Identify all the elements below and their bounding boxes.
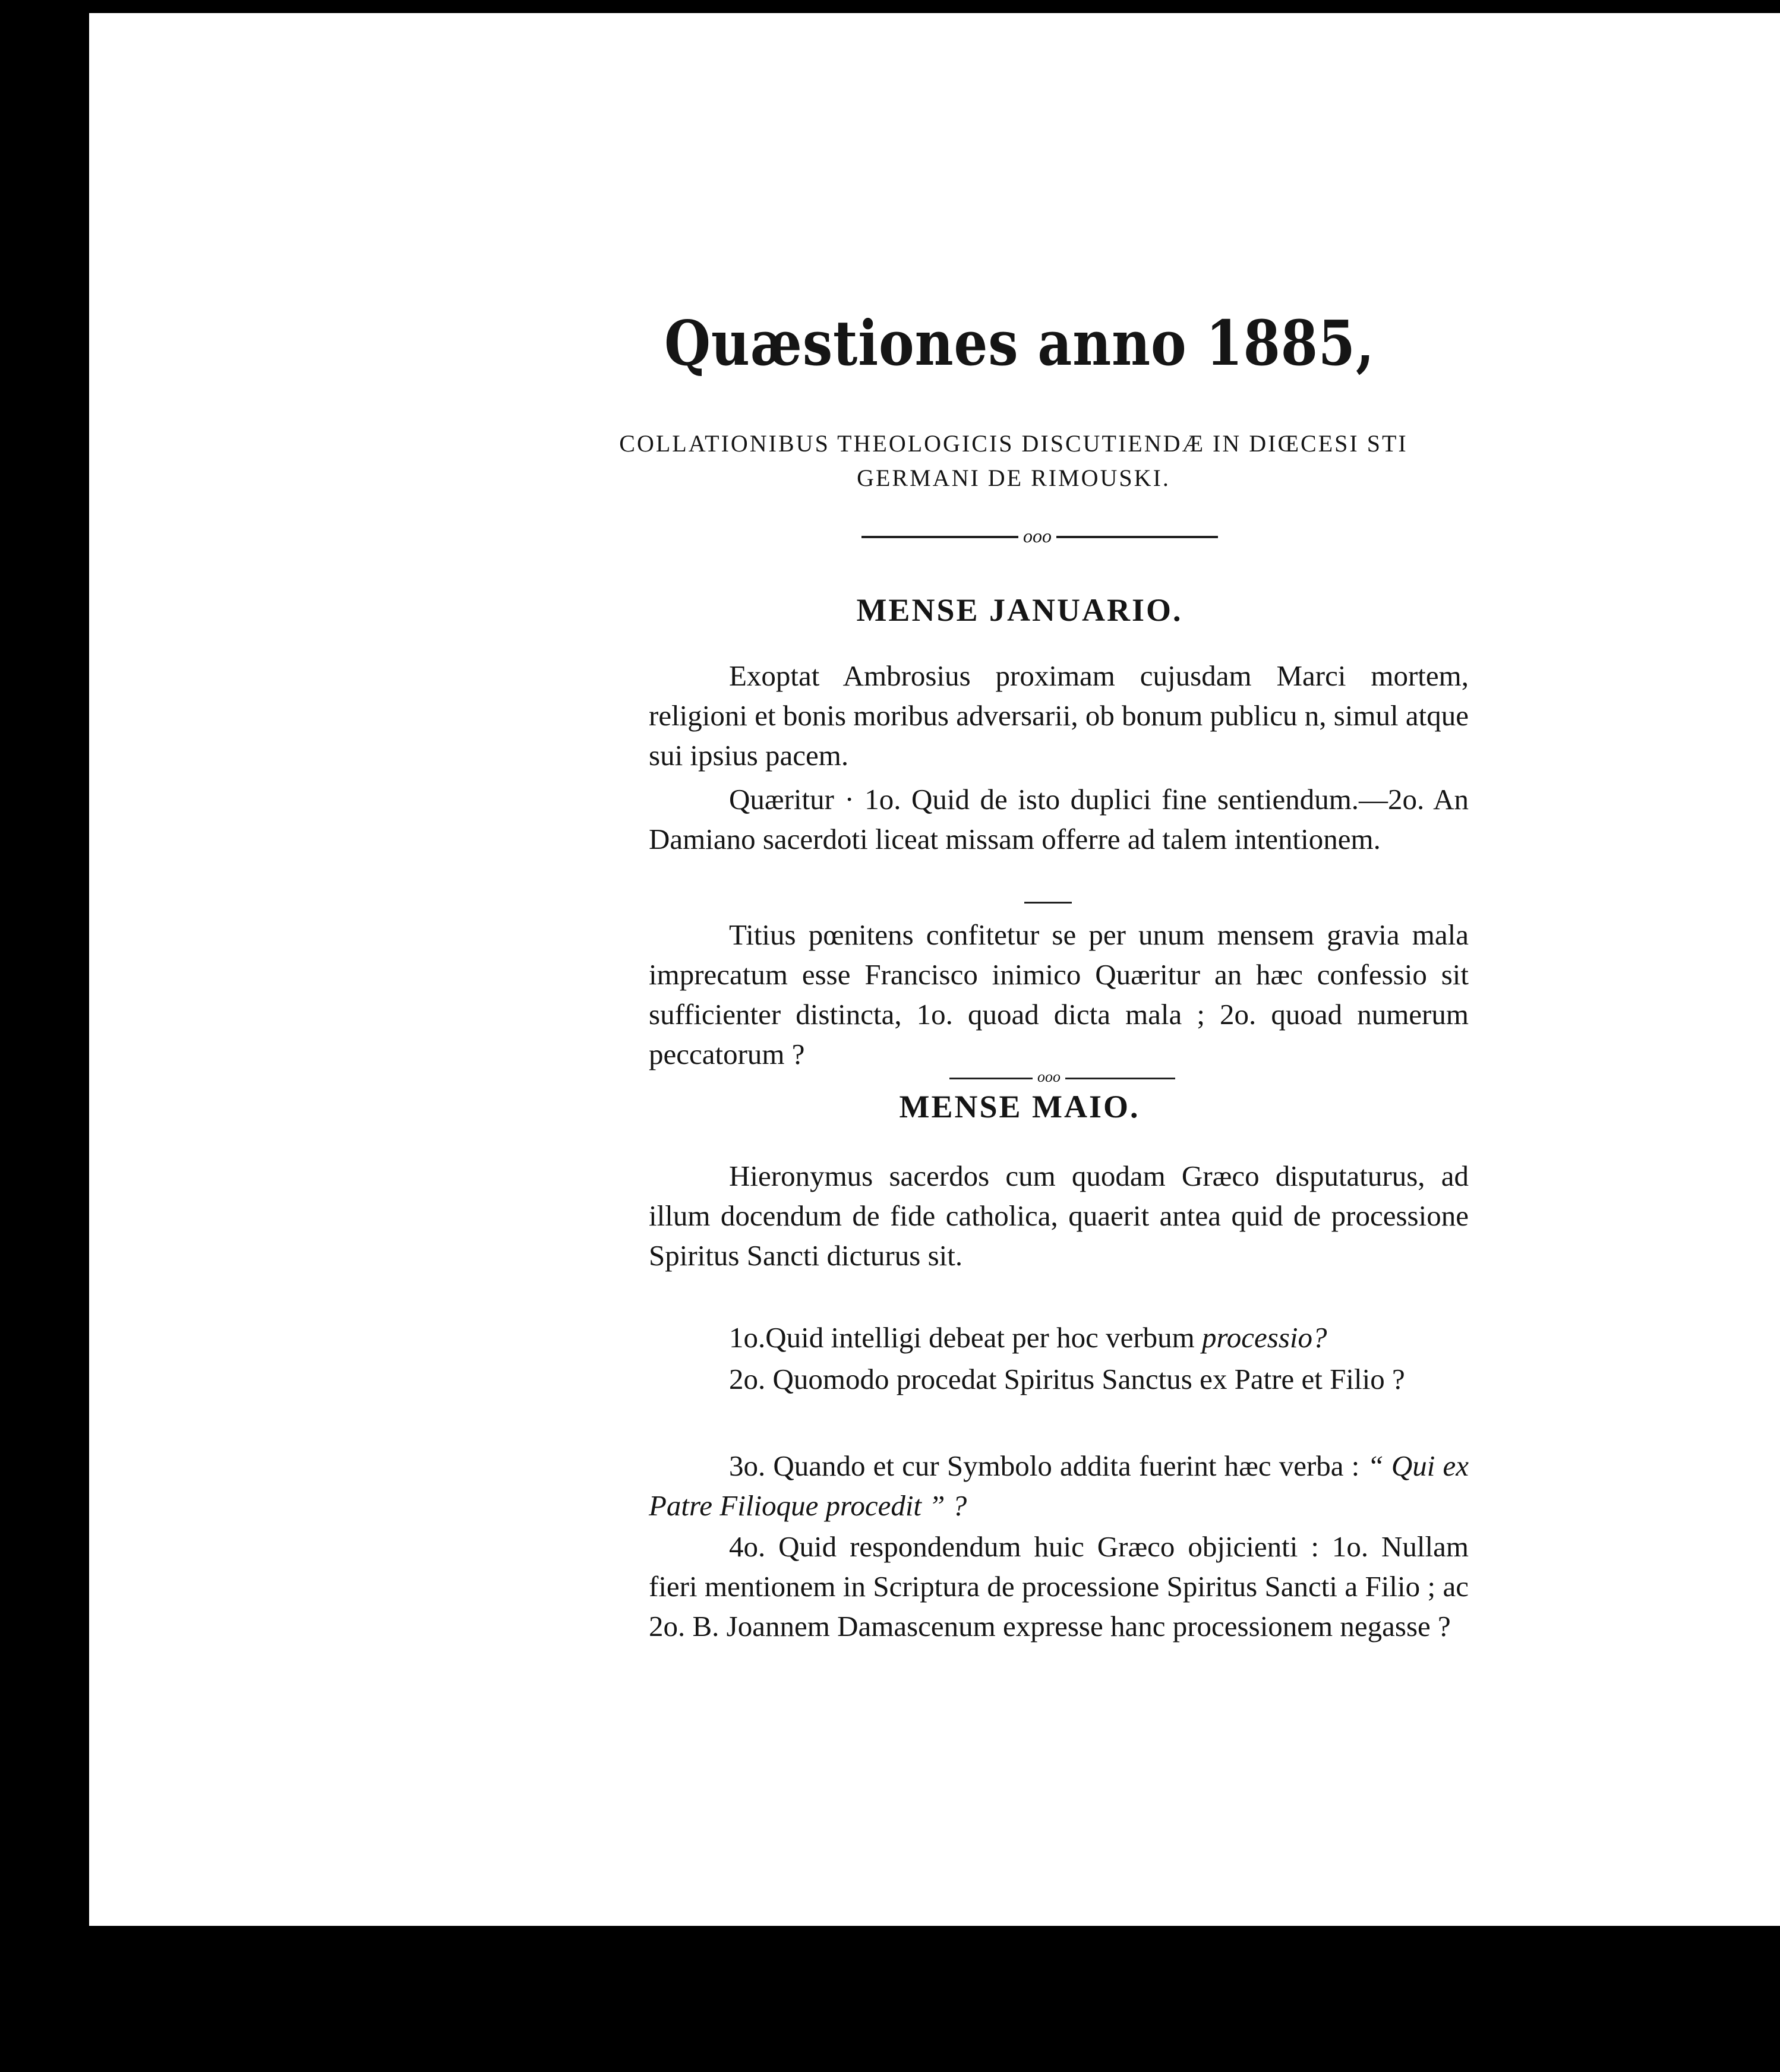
paragraph-january-2: Quæritur · 1o. Quid de isto duplici fine sentiendum.—2o. An Damiano sacerdoti liceat missam offerre ad talem intentionem. xyxy=(649,783,1469,855)
section-heading-january: MENSE JANUARIO. xyxy=(856,592,1183,628)
question-3 xyxy=(649,1446,1469,1525)
section-heading-may: MENSE MAIO. xyxy=(899,1089,1140,1125)
paper-sheet xyxy=(89,13,1780,1926)
question-2: 2o. Quomodo procedat Spiritus Sanctus ex Patre et Filio ? xyxy=(729,1363,1405,1395)
question-3-quote: “ Qui ex Patre Filioque procedit ” ? xyxy=(649,1449,1469,1522)
paragraph-may-1: Hieronymus sacerdos cum quodam Græco disputaturus, ad illum docendum de fide catholica, quaerit antea quid de processione Spiritus Sancti dicturus sit. xyxy=(649,1160,1469,1272)
question-1 xyxy=(649,1318,1469,1357)
question-1-term: processio? xyxy=(1202,1321,1327,1354)
separator-mark: ooo xyxy=(1033,1069,1065,1085)
paragraph-january-1: Exoptat Ambrosius proximam cujusdam Marci mortem, religioni et bonis moribus adversarii, ob bonum publicu n, simul atque sui ipsius pacem. xyxy=(649,659,1469,772)
short-divider xyxy=(1024,902,1072,904)
paragraph-january-3: Titius pœnitens confitetur se per unum mensem gravia mala imprecatum esse Francisco inimico Quæritur an hæc confessio sit sufficienter distincta, 1o. quoad dicta mala ; 2o. quoad numerum peccatorum ? xyxy=(649,918,1469,1070)
document-subtitle: COLLATIONIBUS THEOLOGICIS DISCUTIENDÆ IN DIŒCESI STI GERMANI DE RIMOUSKI. xyxy=(619,430,1408,491)
question-1-text: 1o.Quid intelligi debeat per hoc verbum xyxy=(729,1321,1195,1354)
document-title: Quæstiones anno 1885, xyxy=(664,307,1375,380)
question-4: 4o. Quid respondendum huic Græco objicienti : 1o. Nullam fieri mentionem in Scriptura de processione Spiritus Sancti a Filio ; ac 2o. B. Joannem Damascenum expresse hanc processionem negasse ? xyxy=(649,1530,1469,1643)
question-3-text: 3o. Quando et cur Symbolo addita fuerint hæc verba : xyxy=(729,1449,1360,1482)
separator-mark: ooo xyxy=(1018,526,1056,545)
